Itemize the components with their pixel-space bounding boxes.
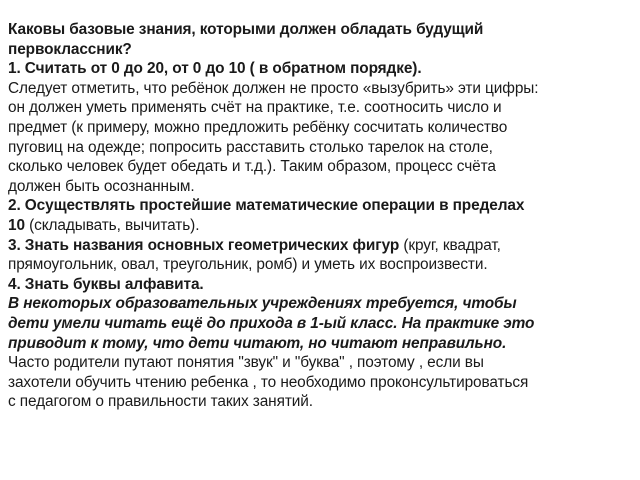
point-4-italic-line: приводит к тому, что дети читают, но читают неправильно. (8, 334, 507, 352)
title-line-2: первоклассник? (8, 40, 132, 58)
point-4-italic-line: дети умели читать ещё до прихода в 1-ый класс. На практике это (8, 314, 535, 332)
point-4-text-line: Часто родители путают понятия "звук" и "буква" , поэтому , если вы (8, 354, 484, 372)
point-1-text-line: пуговиц на одежде; попросить расставить столько тарелок на столе, (8, 138, 493, 156)
point-1-text-line: сколько человек будет обедать и т.д.). Таким образом, процесс счёта (8, 158, 496, 176)
point-2-note: (складывать, вычитать). (24, 216, 200, 234)
point-2-heading-line-2: 10 (8, 216, 25, 234)
point-1-text-line: он должен уметь применять счёт на практике, т.е. соотносить число и (8, 99, 502, 117)
point-3-note-line-1: (круг, квадрат, (399, 236, 501, 254)
point-4-heading: 4. Знать буквы алфавита. (8, 275, 204, 293)
point-4-text-line: с педагогом о правильности таких занятий. (8, 393, 313, 411)
point-1-heading: 1. Считать от 0 до 20, от 0 до 10 ( в обратном порядке). (8, 60, 422, 78)
point-4-italic-line: В некоторых образовательных учреждениях требуется, чтобы (8, 295, 517, 313)
title-line-1: Каковы базовые знания, которыми должен обладать будущий (8, 21, 484, 38)
point-1-text-line: предмет (к примеру, можно предложить ребёнку сосчитать количество (8, 118, 508, 136)
point-3-heading: 3. Знать названия основных геометрических фигур (8, 236, 400, 254)
point-1-text-line: Следует отметить, что ребёнок должен не просто «вызубрить» эти цифры: (8, 79, 539, 97)
point-2-line-2 (8, 216, 634, 236)
point-3-line-1 (8, 236, 634, 256)
point-4-text-line: захотели обучить чтению ребенка , то необходимо проконсультироваться (8, 373, 529, 391)
point-3-note-line-2: прямоугольник, овал, треугольник, ромб) и уметь их воспроизвести. (8, 256, 488, 274)
point-1-text-line: должен быть осознанным. (8, 177, 195, 195)
point-2-heading-line-1: 2. Осуществлять простейшие математические операции в пределах (8, 197, 525, 215)
